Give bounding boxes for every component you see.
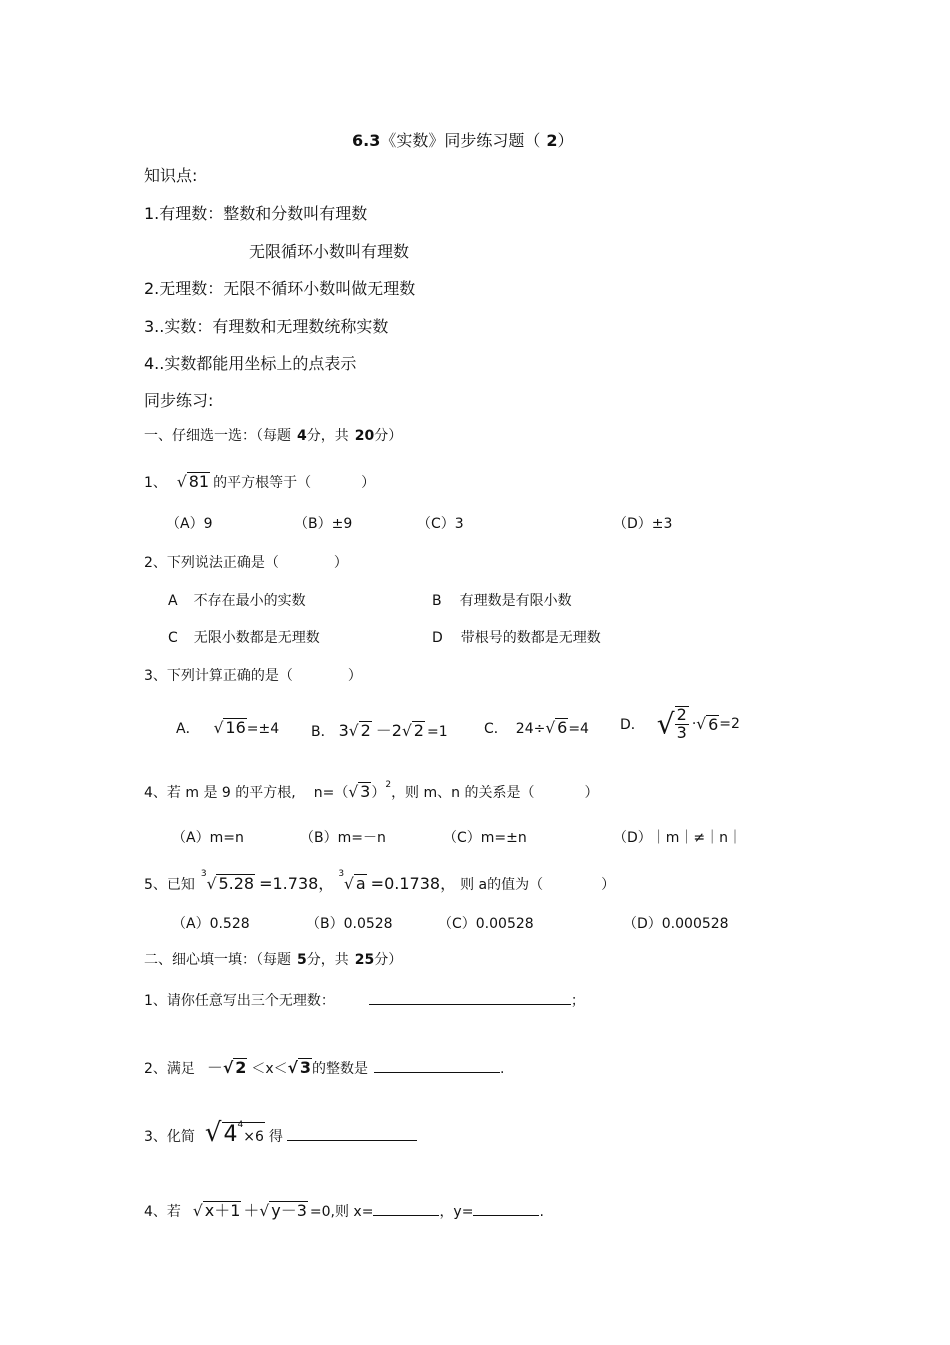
q4-post: ，则 m、n 的关系是（ xyxy=(391,785,535,801)
title-num: 2 xyxy=(546,131,558,150)
q2-d-letter: D xyxy=(432,630,443,646)
q4-close: ） xyxy=(584,785,599,801)
f4-prefix: 4、若 xyxy=(144,1204,181,1220)
q1-text: 的平方根等于（ xyxy=(213,475,312,491)
f4-y-blank[interactable] xyxy=(473,1201,539,1216)
cube-root-icon: √ xyxy=(344,875,354,893)
q2-option-a xyxy=(168,590,306,610)
knowledge-point-2: 2.无理数：无限不循环小数叫做无理数 xyxy=(144,279,416,298)
q4-option-d: （D）｜m｜≠｜n｜ xyxy=(613,830,743,846)
q3-c-result: =4 xyxy=(568,721,589,737)
q5-option-d: （D）0.000528 xyxy=(623,916,729,932)
q3-text: 3、下列计算正确的是（ xyxy=(144,668,293,684)
q3-d-result: =2 xyxy=(719,715,740,732)
sqrt-icon: √ xyxy=(656,707,675,741)
f3-exponent: 4 xyxy=(237,1120,244,1130)
q5-close: ） xyxy=(601,877,616,893)
title-prefix: 6.3 xyxy=(352,131,381,150)
q3-option-d xyxy=(620,706,740,742)
f2-radicand-1: 2 xyxy=(235,1058,247,1077)
q3-b-radicand1: 2 xyxy=(360,721,371,740)
q3-d-denominator: 3 xyxy=(676,722,687,742)
f2-negative: － xyxy=(206,1058,223,1077)
q3-b-coef1: 3 xyxy=(338,721,349,740)
knowledge-point-1b: 无限循环小数叫有理数 xyxy=(249,242,410,261)
q1-option-c: （C）3 xyxy=(417,516,464,532)
question-1 xyxy=(144,472,375,492)
q3-c-label: C． xyxy=(484,721,508,737)
f4-end: . xyxy=(539,1204,544,1220)
q3-a-label: A． xyxy=(176,721,200,737)
q3-option-a xyxy=(176,718,279,738)
f3-prefix: 3、化简 xyxy=(144,1129,195,1145)
q3-b-radicand2: 2 xyxy=(413,721,424,740)
question-4 xyxy=(144,782,598,802)
q5-equation-1: =1.738， xyxy=(259,874,335,893)
q5-option-b: （B）0.0528 xyxy=(306,916,393,932)
f4-radicand-2: y－3 xyxy=(271,1201,307,1220)
f2-answer-blank[interactable] xyxy=(374,1058,500,1073)
q4-n-close: ） xyxy=(371,785,386,801)
q4-option-b: （B）m=－n xyxy=(300,830,386,846)
q3-b-label: B． xyxy=(311,724,335,740)
sqrt-icon: √ xyxy=(204,1118,222,1148)
f4-plus: ＋ xyxy=(243,1201,260,1220)
q4-n-prefix: n=（ xyxy=(313,785,349,801)
q3-a-result: =±4 xyxy=(246,721,280,737)
section1-score: 4 xyxy=(297,428,307,444)
q3-option-c xyxy=(484,718,589,738)
section1-total: 20 xyxy=(354,428,375,444)
sqrt-icon: √ xyxy=(348,783,359,801)
title-close: ） xyxy=(557,131,574,150)
q3-d-fraction xyxy=(675,706,689,742)
q3-d-label: D． xyxy=(620,716,645,733)
sqrt-icon: √ xyxy=(176,473,187,491)
section2-heading xyxy=(144,949,402,969)
sqrt-icon: √ xyxy=(401,722,412,740)
section2-e: 分） xyxy=(374,952,403,968)
sqrt-icon: √ xyxy=(348,722,359,740)
sqrt-icon: √ xyxy=(259,1202,270,1220)
f2-inequality: ＜x＜ xyxy=(251,1061,288,1077)
cube-root-icon: √ xyxy=(206,875,217,893)
f3-rest: ×6 xyxy=(243,1129,264,1145)
q3-close: ） xyxy=(347,668,362,684)
q4-option-c: （C）m=±n xyxy=(443,830,527,846)
knowledge-heading: 知识点: xyxy=(144,166,198,185)
q3-c-prefix: 24÷ xyxy=(515,721,546,737)
page-title xyxy=(352,128,574,151)
question-5 xyxy=(144,871,615,894)
f4-mid: ，y= xyxy=(439,1204,474,1220)
section2-score: 5 xyxy=(297,952,307,968)
f4-equation: =0,则 x= xyxy=(309,1204,374,1220)
q3-a-radicand: 16 xyxy=(225,718,246,737)
question-2 xyxy=(144,552,348,572)
q5-radicand-2: a xyxy=(355,874,366,893)
fill-4 xyxy=(144,1198,544,1221)
sqrt-icon: √ xyxy=(696,714,707,733)
q4-exponent: 2 xyxy=(385,780,392,790)
fill-3 xyxy=(144,1118,417,1148)
title-main: 《实数》同步练习题（ xyxy=(380,131,541,150)
section2-a: 二、细心填一填：（每题 xyxy=(144,952,291,968)
q5-equation-2: =0.1738， xyxy=(370,874,457,893)
q3-c-radicand: 6 xyxy=(557,718,568,737)
q4-option-a: （A）m=n xyxy=(172,830,244,846)
q1-radicand: 81 xyxy=(188,472,210,491)
q2-option-d xyxy=(432,627,601,647)
q2-c-letter: C xyxy=(168,630,178,646)
q2-a-letter: A xyxy=(168,593,178,609)
q1-close: ） xyxy=(361,475,376,491)
q5-prefix: 5、已知 xyxy=(144,877,195,893)
q2-a-text: 不存在最小的实数 xyxy=(193,593,306,609)
q1-option-b: （B）±9 xyxy=(294,516,353,532)
f3-answer-blank[interactable] xyxy=(287,1126,417,1141)
sqrt-icon: √ xyxy=(545,719,556,737)
q2-close: ） xyxy=(333,555,348,571)
q2-d-text: 带根号的数都是无理数 xyxy=(460,630,601,646)
question-3 xyxy=(144,665,362,685)
q2-option-c xyxy=(168,627,320,647)
sqrt-icon: √ xyxy=(213,719,224,737)
section2-c: 分，共 xyxy=(306,952,349,968)
q5-cube-index-1: 3 xyxy=(200,869,207,879)
f4-radicand-1: x＋1 xyxy=(204,1201,241,1220)
f3-radicand xyxy=(222,1122,265,1147)
fill-1 xyxy=(144,990,585,1010)
q5-cube-index-2: 3 xyxy=(338,869,345,879)
q3-d-dot: · xyxy=(691,715,697,732)
knowledge-point-3: 3..实数：有理数和无理数统称实数 xyxy=(144,317,389,336)
q3-b-minus: －2 xyxy=(375,721,402,740)
f2-end: . xyxy=(500,1061,505,1077)
fill-2 xyxy=(144,1055,505,1078)
knowledge-point-1: 1.有理数：整数和分数叫有理数 xyxy=(144,204,368,223)
sqrt-icon: √ xyxy=(287,1059,298,1077)
q4-prefix: 若 m 是 9 的平方根, xyxy=(166,785,296,801)
q4-radicand: 3 xyxy=(360,782,371,801)
f1-end: ； xyxy=(570,993,585,1009)
section1-heading xyxy=(144,425,402,445)
sqrt-icon: √ xyxy=(222,1059,234,1077)
f2-prefix: 2、满足 xyxy=(144,1061,195,1077)
f3-post: 得 xyxy=(268,1129,283,1145)
q3-d-numerator: 2 xyxy=(676,705,687,724)
q5-radicand-1: 5.28 xyxy=(218,874,255,893)
q1-option-a: （A）9 xyxy=(166,516,213,532)
section1-a: 一、仔细选一选：（每题 xyxy=(144,428,291,444)
f4-x-blank[interactable] xyxy=(373,1201,439,1216)
q4-num: 4、 xyxy=(144,785,167,801)
f1-text: 1、请你任意写出三个无理数： xyxy=(144,993,335,1009)
q2-text: 2、下列说法正确是（ xyxy=(144,555,279,571)
section1-c: 分，共 xyxy=(306,428,349,444)
q2-b-letter: B xyxy=(432,593,442,609)
q5-option-c: （C）0.00528 xyxy=(438,916,534,932)
q3-option-b xyxy=(311,718,448,741)
q3-b-result: =1 xyxy=(426,724,448,740)
f1-answer-blank[interactable] xyxy=(369,990,571,1005)
q1-num: 1、 xyxy=(144,475,167,491)
q2-option-b xyxy=(432,590,572,610)
knowledge-point-4: 4..实数都能用坐标上的点表示 xyxy=(144,354,357,373)
q2-c-text: 无限小数都是无理数 xyxy=(193,630,320,646)
f2-radicand-2: 3 xyxy=(299,1058,312,1077)
section2-total: 25 xyxy=(354,952,375,968)
f3-base: 4 xyxy=(223,1122,238,1147)
q5-post: 则 a的值为（ xyxy=(460,877,544,893)
f2-post: 的整数是 xyxy=(312,1061,369,1077)
q3-d-radicand: 6 xyxy=(708,714,719,734)
q2-b-text: 有理数是有限小数 xyxy=(459,593,572,609)
section1-e: 分） xyxy=(374,428,403,444)
practice-heading: 同步练习: xyxy=(144,391,214,410)
q5-option-a: （A）0.528 xyxy=(172,916,250,932)
sqrt-icon: √ xyxy=(192,1202,203,1220)
q1-option-d: （D）±3 xyxy=(613,516,673,532)
